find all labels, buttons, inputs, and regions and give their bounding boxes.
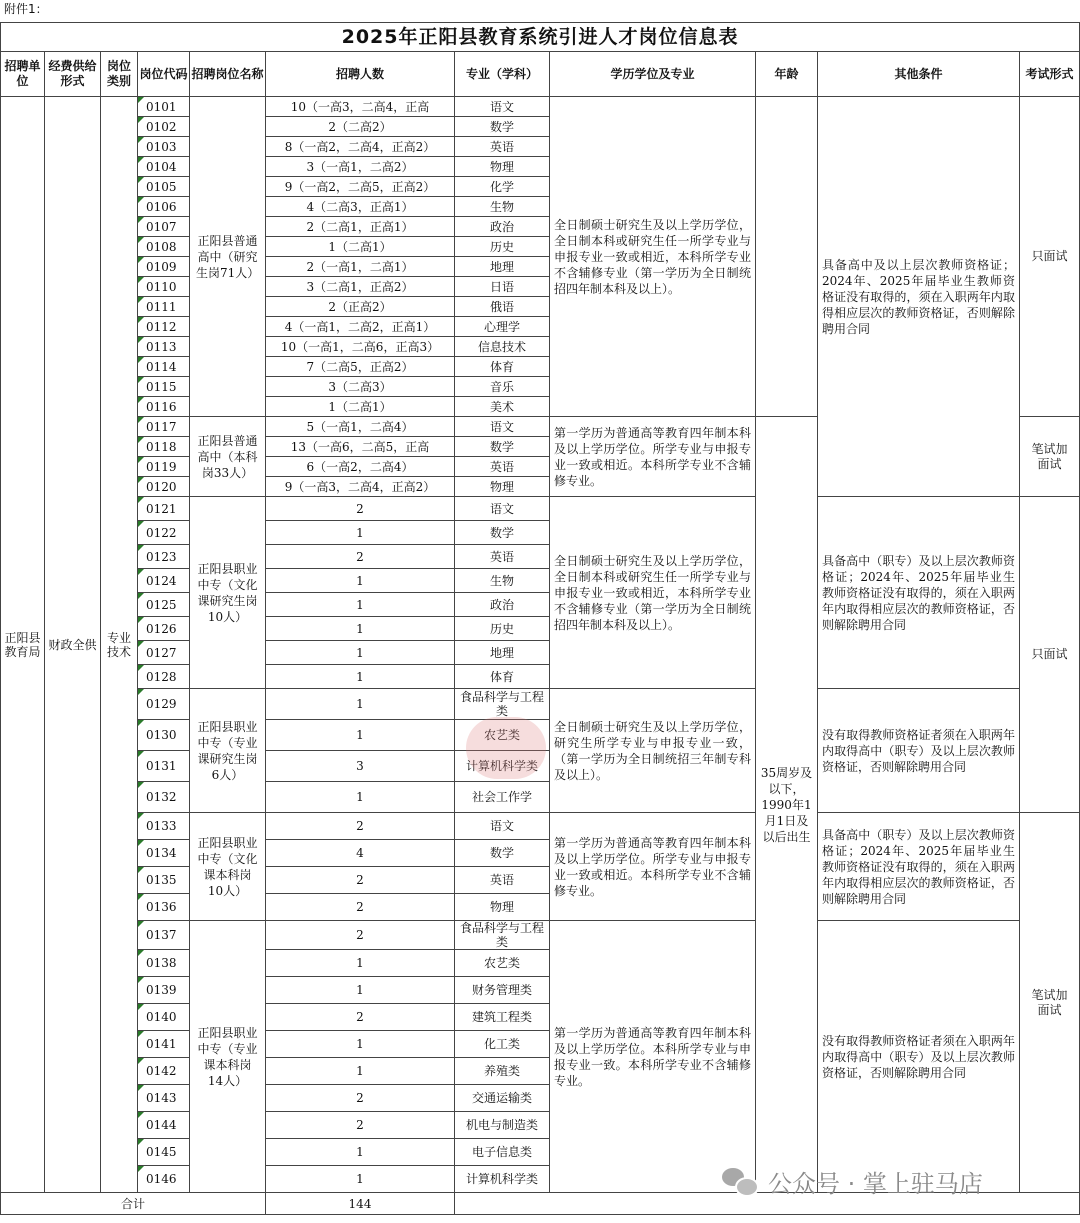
subject: 音乐 [455, 377, 550, 397]
recruit-count: 1（二高1） [266, 237, 455, 257]
total-label: 合计 [1, 1193, 266, 1215]
subject: 计算机科学类 [455, 751, 550, 782]
position-code: 0142 [138, 1058, 190, 1085]
position-code: 0115 [138, 377, 190, 397]
recruit-count: 2 [266, 1004, 455, 1031]
recruit-count: 2 [266, 813, 455, 840]
recruitment-table [0, 22, 1080, 1215]
recruit-count: 2 [266, 894, 455, 921]
category-cell: 专业技术 [101, 97, 138, 1193]
position-group-name: 正阳县职业中专（文化课研究生岗10人） [190, 497, 266, 689]
subject: 历史 [455, 617, 550, 641]
position-code: 0120 [138, 477, 190, 497]
subject: 历史 [455, 237, 550, 257]
position-group-name: 正阳县普通高中（本科岗33人） [190, 417, 266, 497]
position-code: 0102 [138, 117, 190, 137]
recruit-count: 1 [266, 617, 455, 641]
position-code: 0108 [138, 237, 190, 257]
recruit-count: 1 [266, 593, 455, 617]
position-code: 0105 [138, 177, 190, 197]
subject: 化工类 [455, 1031, 550, 1058]
position-code: 0107 [138, 217, 190, 237]
subject: 英语 [455, 867, 550, 894]
watermark [722, 1163, 983, 1199]
age-requirement: 35周岁及以下，1990年1月1日及以后出生 [756, 417, 818, 1193]
subject: 语文 [455, 417, 550, 437]
position-code: 0131 [138, 751, 190, 782]
subject: 英语 [455, 137, 550, 157]
other-conditions: 没有取得教师资格证者须在入职两年内取得高中（职专）及以上层次教师资格证，否则解除聘用合同 [818, 689, 1020, 813]
recruit-count: 1 [266, 782, 455, 813]
position-code: 0129 [138, 689, 190, 720]
header-subject: 专业（学科） [455, 52, 550, 97]
recruit-count: 10（一高1，二高6，正高3） [266, 337, 455, 357]
position-code: 0109 [138, 257, 190, 277]
recruit-count: 1 [266, 569, 455, 593]
position-code: 0134 [138, 840, 190, 867]
position-code: 0124 [138, 569, 190, 593]
header-education: 学历学位及专业 [550, 52, 756, 97]
subject: 生物 [455, 569, 550, 593]
recruit-count: 1 [266, 720, 455, 751]
watermark-text: 公众号 · 掌上驻马店 [768, 1169, 983, 1198]
recruit-count: 13（一高6，二高5，正高 [266, 437, 455, 457]
position-code: 0130 [138, 720, 190, 751]
subject: 财务管理类 [455, 977, 550, 1004]
position-code: 0127 [138, 641, 190, 665]
position-code: 0125 [138, 593, 190, 617]
recruit-count: 4（二高3，正高1） [266, 197, 455, 217]
funding-cell: 财政全供 [45, 97, 101, 1193]
recruit-count: 10（一高3，二高4，正高 [266, 97, 455, 117]
subject: 数学 [455, 117, 550, 137]
recruit-count: 2 [266, 921, 455, 950]
education-requirement: 第一学历为普通高等教育四年制本科及以上学历学位。所学专业与申报专业一致或相近。本科所学专业不含辅修专业。 [550, 417, 756, 497]
position-code: 0137 [138, 921, 190, 950]
subject: 社会工作学 [455, 782, 550, 813]
position-code: 0143 [138, 1085, 190, 1112]
recruit-count: 1 [266, 1031, 455, 1058]
header-count: 招聘人数 [266, 52, 455, 97]
recruit-count: 1 [266, 689, 455, 720]
attachment-label: 附件1： [4, 2, 48, 16]
exam-format: 只面试 [1020, 497, 1080, 813]
subject: 俄语 [455, 297, 550, 317]
other-conditions: 没有取得教师资格证者须在入职两年内取得高中（职专）及以上层次教师资格证，否则解除聘用合同 [818, 921, 1020, 1193]
subject: 物理 [455, 894, 550, 921]
subject: 美术 [455, 397, 550, 417]
position-code: 0139 [138, 977, 190, 1004]
subject: 交通运输类 [455, 1085, 550, 1112]
position-code: 0121 [138, 497, 190, 521]
subject: 养殖类 [455, 1058, 550, 1085]
education-requirement: 第一学历为普通高等教育四年制本科及以上学历学位。所学专业与申报专业一致或相近。本科所学专业不含辅修专业。 [550, 813, 756, 921]
position-code: 0117 [138, 417, 190, 437]
other-conditions: 具备高中及以上层次教师资格证；2024年、2025年届毕业生教师资格证没有取得的，须在入职两年内取得相应层次的教师资格证，否则解除聘用合同 [818, 97, 1020, 497]
subject: 心理学 [455, 317, 550, 337]
header-age: 年龄 [756, 52, 818, 97]
recruit-count: 1 [266, 641, 455, 665]
position-code: 0136 [138, 894, 190, 921]
recruit-count: 1 [266, 1166, 455, 1193]
subject: 计算机科学类 [455, 1166, 550, 1193]
table-row [1, 97, 1080, 117]
subject: 物理 [455, 157, 550, 177]
position-code: 0103 [138, 137, 190, 157]
position-code: 0118 [138, 437, 190, 457]
recruit-count: 2 [266, 545, 455, 569]
subject: 体育 [455, 357, 550, 377]
subject: 化学 [455, 177, 550, 197]
subject: 数学 [455, 840, 550, 867]
position-code: 0132 [138, 782, 190, 813]
seal-stamp [466, 717, 546, 779]
position-code: 0133 [138, 813, 190, 840]
subject: 电子信息类 [455, 1139, 550, 1166]
recruit-count: 5（一高1，二高4） [266, 417, 455, 437]
subject: 政治 [455, 217, 550, 237]
subject: 数学 [455, 521, 550, 545]
recruit-count: 3（一高1，二高2） [266, 157, 455, 177]
position-code: 0128 [138, 665, 190, 689]
exam-format: 笔试加面试 [1020, 417, 1080, 497]
position-code: 0116 [138, 397, 190, 417]
header-position: 招聘岗位名称 [190, 52, 266, 97]
recruit-count: 1（二高1） [266, 397, 455, 417]
education-requirement: 全日制硕士研究生及以上学历学位，全日制本科或研究生任一所学专业与申报专业一致或相近，本科所学专业不含辅修专业（第一学历为全日制统招四年制本科及以上）。 [550, 97, 756, 417]
table-row [1, 921, 1080, 950]
recruit-count: 1 [266, 950, 455, 977]
recruit-count: 9（一高2，二高5，正高2） [266, 177, 455, 197]
position-code: 0144 [138, 1112, 190, 1139]
recruit-count: 8（一高2，二高4，正高2） [266, 137, 455, 157]
recruit-count: 2（正高2） [266, 297, 455, 317]
education-requirement: 全日制硕士研究生及以上学历学位，研究生所学专业与申报专业一致，（第一学历为全日制统招三年制专科及以上）。 [550, 689, 756, 813]
header-funding: 经费供给形式 [45, 52, 101, 97]
position-code: 0112 [138, 317, 190, 337]
recruit-count: 1 [266, 1139, 455, 1166]
position-group-name: 正阳县职业中专（专业课研究生岗6人） [190, 689, 266, 813]
subject: 农艺类 [455, 950, 550, 977]
position-code: 0123 [138, 545, 190, 569]
position-group-name: 正阳县普通高中（研究生岗71人） [190, 97, 266, 417]
recruit-count: 3（二高1，正高2） [266, 277, 455, 297]
position-code: 0122 [138, 521, 190, 545]
recruit-count: 4（一高1，二高2，正高1） [266, 317, 455, 337]
subject: 语文 [455, 813, 550, 840]
position-code: 0110 [138, 277, 190, 297]
recruit-count: 2（一高1，二高1） [266, 257, 455, 277]
subject: 物理 [455, 477, 550, 497]
other-conditions: 具备高中（职专）及以上层次教师资格证；2024年、2025年届毕业生教师资格证没有取得的，须在入职两年内取得相应层次的教师资格证，否则解除聘用合同 [818, 497, 1020, 689]
subject: 语文 [455, 97, 550, 117]
position-code: 0146 [138, 1166, 190, 1193]
recruit-count: 3（二高3） [266, 377, 455, 397]
position-code: 0106 [138, 197, 190, 217]
header-unit: 招聘单位 [1, 52, 45, 97]
subject: 政治 [455, 593, 550, 617]
header-row [1, 52, 1080, 97]
position-code: 0113 [138, 337, 190, 357]
recruit-count: 3 [266, 751, 455, 782]
total-count: 144 [266, 1193, 455, 1215]
position-code: 0126 [138, 617, 190, 641]
subject: 英语 [455, 545, 550, 569]
subject: 食品科学与工程类 [455, 921, 550, 950]
recruit-count: 1 [266, 521, 455, 545]
subject: 生物 [455, 197, 550, 217]
header-other: 其他条件 [818, 52, 1020, 97]
subject: 数学 [455, 437, 550, 457]
exam-format: 只面试 [1020, 97, 1080, 417]
subject: 地理 [455, 641, 550, 665]
other-conditions: 具备高中（职专）及以上层次教师资格证；2024年、2025年届毕业生教师资格证没有取得的，须在入职两年内取得相应层次的教师资格证，否则解除聘用合同 [818, 813, 1020, 921]
recruit-count: 7（二高5，正高2） [266, 357, 455, 377]
recruit-count: 1 [266, 1058, 455, 1085]
subject: 农艺类 [455, 720, 550, 751]
exam-format: 笔试加面试 [1020, 813, 1080, 1193]
position-code: 0114 [138, 357, 190, 377]
position-code: 0140 [138, 1004, 190, 1031]
table-row [1, 689, 1080, 720]
subject: 日语 [455, 277, 550, 297]
recruit-count: 1 [266, 665, 455, 689]
recruit-count: 6（一高2，二高4） [266, 457, 455, 477]
wechat-icon [722, 1166, 758, 1196]
position-code: 0138 [138, 950, 190, 977]
subject: 语文 [455, 497, 550, 521]
header-exam: 考试形式 [1020, 52, 1080, 97]
position-code: 0145 [138, 1139, 190, 1166]
education-requirement: 第一学历为普通高等教育四年制本科及以上学历学位。本科所学专业与申报专业一致。本科所学专业不含辅修专业。 [550, 921, 756, 1193]
education-requirement: 全日制硕士研究生及以上学历学位，全日制本科或研究生任一所学专业与申报专业一致或相近，本科所学专业不含辅修专业（第一学历为全日制统招四年制本科及以上）。 [550, 497, 756, 689]
recruit-count: 9（一高3，二高4，正高2） [266, 477, 455, 497]
position-code: 0135 [138, 867, 190, 894]
position-code: 0101 [138, 97, 190, 117]
subject: 信息技术 [455, 337, 550, 357]
recruit-count: 4 [266, 840, 455, 867]
position-code: 0104 [138, 157, 190, 177]
position-code: 0119 [138, 457, 190, 477]
subject: 建筑工程类 [455, 1004, 550, 1031]
recruit-count: 1 [266, 977, 455, 1004]
header-category: 岗位类别 [101, 52, 138, 97]
age-requirement [756, 97, 818, 417]
position-code: 0141 [138, 1031, 190, 1058]
subject: 英语 [455, 457, 550, 477]
table-title: 2025年正阳县教育系统引进人才岗位信息表 [1, 23, 1080, 52]
recruit-count: 2 [266, 1112, 455, 1139]
subject: 地理 [455, 257, 550, 277]
recruit-count: 2（二高2） [266, 117, 455, 137]
position-code: 0111 [138, 297, 190, 317]
table-row [1, 813, 1080, 840]
recruit-count: 2（二高1，正高1） [266, 217, 455, 237]
position-group-name: 正阳县职业中专（文化课本科岗10人） [190, 813, 266, 921]
recruit-count: 2 [266, 867, 455, 894]
unit-cell: 正阳县教育局 [1, 97, 45, 1193]
subject: 机电与制造类 [455, 1112, 550, 1139]
subject: 体育 [455, 665, 550, 689]
recruit-count: 2 [266, 497, 455, 521]
table-row [1, 497, 1080, 521]
recruit-count: 2 [266, 1085, 455, 1112]
position-group-name: 正阳县职业中专（专业课本科岗14人） [190, 921, 266, 1193]
header-code: 岗位代码 [138, 52, 190, 97]
subject: 食品科学与工程类 [455, 689, 550, 720]
